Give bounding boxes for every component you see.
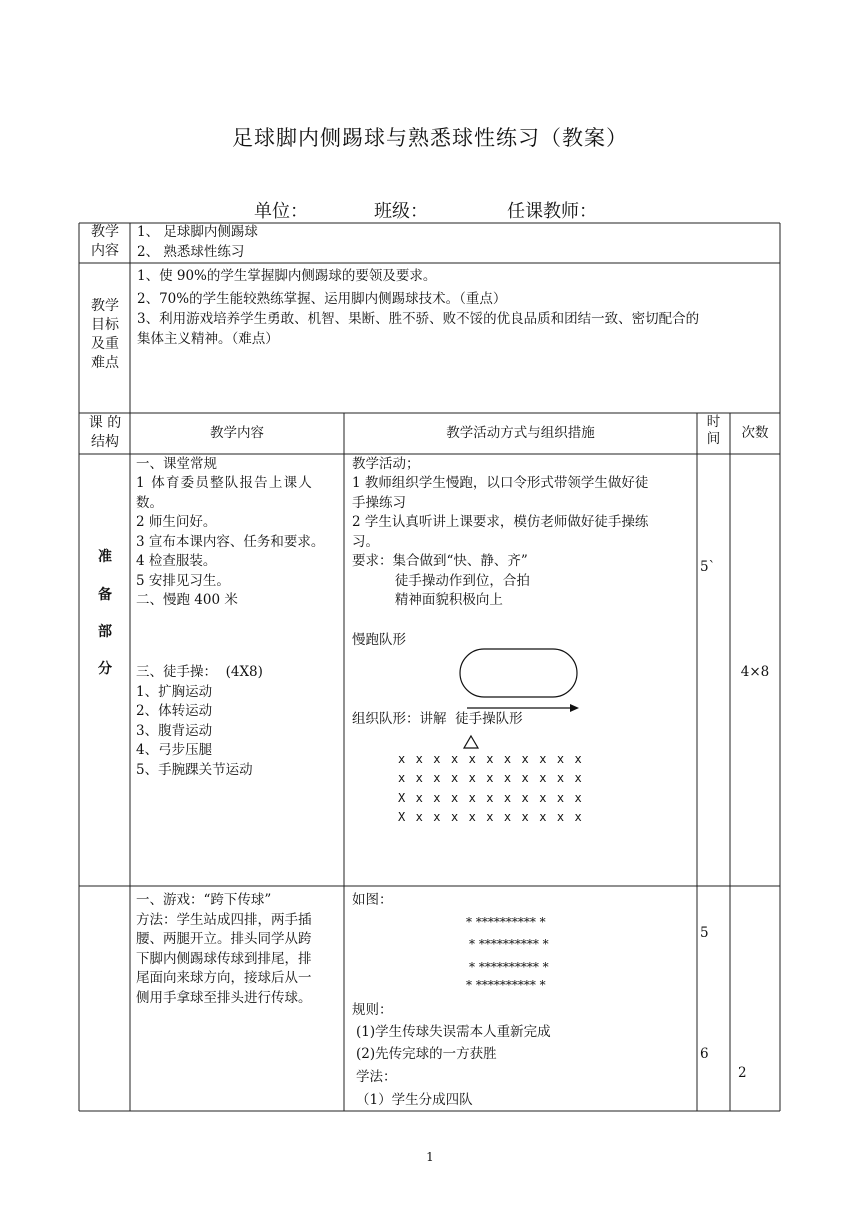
jog-track-oval — [460, 649, 577, 697]
formation-row-3: X x x x x x x x x x x — [398, 791, 584, 805]
prep-label-1: 准 — [98, 549, 112, 565]
prep-content-6: 4 检查服装。 — [136, 553, 217, 569]
game-content-4: 下脚内侧踢球传球到排尾，排 — [136, 951, 312, 967]
prep-content-3: 数。 — [136, 495, 163, 511]
star-row-4: * ********** * — [466, 978, 546, 992]
prep-time: 5` — [700, 559, 716, 575]
prep-activity-5: 习。 — [352, 534, 379, 550]
prep-activity-2: 1 教师组织学生慢跑，以口令形式带领学生做好徒 — [352, 475, 649, 491]
star-row-1: * ********** * — [466, 915, 546, 929]
game-content-1: 一、游戏：“跨下传球” — [136, 892, 272, 908]
content-item-1: 1、 足球脚内侧踢球 — [137, 224, 258, 240]
direction-arrow-head — [570, 704, 579, 712]
prep-label-3: 部 — [98, 624, 112, 640]
prep-content-8: 二、慢跑 400 米 — [136, 592, 238, 608]
formation-row-2: x x x x x x x x x x x — [398, 771, 584, 785]
rules-line-1: 规则： — [352, 1002, 393, 1018]
prep-activity-1: 教学活动； — [352, 456, 420, 472]
goal-item-2: 2、70%的学生能较熟练掌握、运用脚内侧踢球技术。（重点） — [137, 291, 507, 307]
prep-count: 4×8 — [740, 664, 770, 680]
game-time-2: 6 — [700, 1046, 709, 1062]
exercise-line-3: 2、体转运动 — [136, 703, 213, 719]
game-activity-intro: 如图： — [352, 892, 393, 908]
teacher-label: 任课教师： — [507, 201, 597, 222]
rules-line-3: (2)先传完球的一方获胜 — [356, 1046, 497, 1062]
header-activity: 教学活动方式与组织措施 — [446, 425, 595, 441]
exercise-line-5: 4、弓步压腿 — [136, 742, 213, 758]
formation-label: 组织队形：讲解 徒手操队形 — [352, 711, 523, 727]
prep-content-5: 3 宣布本课内容、任务和要求。 — [136, 534, 325, 550]
header-structure: 课 的 结构 — [88, 415, 122, 450]
content-item-2: 2、 熟悉球性练习 — [137, 244, 245, 260]
exercise-line-1: 三、徒手操： (4X8) — [136, 664, 263, 680]
star-row-2: * ********** * — [469, 937, 549, 951]
prep-label-4: 分 — [98, 661, 112, 677]
prep-activity-7: 徒手操动作到位，合拍 — [352, 573, 530, 589]
prep-label-2: 备 — [98, 587, 112, 603]
prep-content-4: 2 师生问好。 — [136, 514, 217, 530]
header-info — [0, 197, 860, 223]
game-content-2: 方法：学生站成四排，两手插 — [136, 912, 312, 928]
exercise-line-6: 5、手腕踝关节运动 — [136, 762, 253, 778]
prep-activity-4: 2 学生认真听讲上课要求，模仿老师做好徒手操练 — [352, 514, 649, 530]
exercise-line-2: 1、扩胸运动 — [136, 684, 213, 700]
page-number: 1 — [426, 1150, 434, 1164]
game-time-1: 5 — [700, 925, 709, 941]
unit-label: 单位： — [254, 201, 308, 222]
label-teaching-content: 教学 内容 — [91, 224, 119, 259]
star-row-3: * ********** * — [469, 960, 549, 974]
game-content-6: 侧用手拿球至排头进行传球。 — [136, 990, 312, 1006]
prep-content-7: 5 安排见习生。 — [136, 573, 230, 589]
prep-content-1: 一、课堂常规 — [136, 456, 217, 472]
header-content: 教学内容 — [210, 425, 264, 441]
prep-activity-3: 手操练习 — [352, 495, 406, 511]
game-content-5: 尾面向来球方向，接球后从一 — [136, 970, 312, 986]
rules-line-4: 学法： — [356, 1069, 397, 1085]
header-time: 时 间 — [706, 414, 721, 447]
prep-content-2: 1 体育委员整队报告上课人 — [136, 475, 313, 491]
rules-line-2: (1)学生传球失误需本人重新完成 — [356, 1024, 551, 1040]
goal-item-4: 集体主义精神。（难点） — [137, 331, 279, 347]
label-teaching-goals: 教学 目标 及重 难点 — [91, 298, 119, 371]
game-content-3: 腰、两腿开立。排头同学从跨 — [136, 931, 312, 947]
class-label: 班级： — [374, 201, 428, 222]
prep-activity-8: 精神面貌积极向上 — [352, 592, 503, 608]
teacher-triangle-icon — [462, 734, 482, 750]
goal-item-3: 3、利用游戏培养学生勇敢、机智、果断、胜不骄、败不馁的优良品质和团结一致、密切配合的 — [137, 311, 700, 327]
rules-line-5: （1）学生分成四队 — [356, 1092, 473, 1108]
formation-row-4: X x x x x x x x x x x — [398, 810, 584, 824]
prep-activity-6: 要求：集合做到“快、静、齐” — [352, 553, 528, 569]
game-count: 2 — [738, 1065, 747, 1081]
jog-formation-label: 慢跑队形 — [352, 632, 406, 648]
header-count: 次数 — [741, 425, 769, 441]
goal-item-1: 1、使 90%的学生掌握脚内侧踢球的要领及要求。 — [137, 268, 437, 284]
exercise-line-4: 3、腹背运动 — [136, 723, 213, 739]
formation-row-1: x x x x x x x x x x x — [398, 752, 584, 766]
page-title: 足球脚内侧踢球与熟悉球性练习（教案） — [232, 126, 628, 150]
